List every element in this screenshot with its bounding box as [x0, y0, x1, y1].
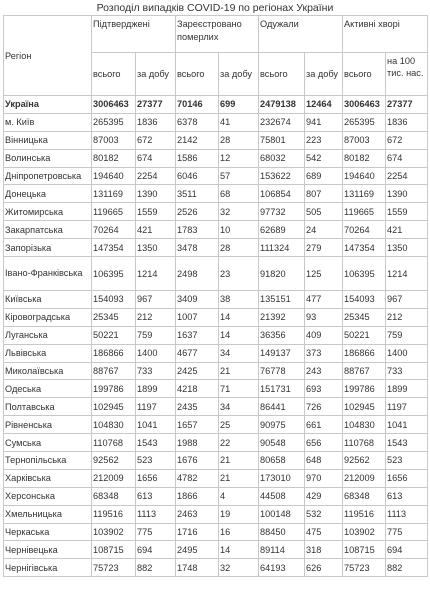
value-cell: 34: [219, 398, 259, 416]
value-cell: 243: [305, 362, 343, 380]
value-cell: 131169: [343, 185, 386, 203]
value-cell: 119665: [343, 203, 386, 221]
region-name-cell: Запорізька: [4, 239, 92, 257]
table-row: [4, 239, 428, 257]
value-cell: 87003: [92, 131, 136, 149]
region-name-cell: Івано-Франківська: [4, 257, 92, 291]
value-cell: 1586: [176, 149, 219, 167]
value-cell: 265395: [92, 113, 136, 131]
value-cell: 14: [219, 541, 259, 559]
value-cell: 24: [305, 221, 343, 239]
value-cell: 68348: [343, 487, 386, 505]
value-cell: 421: [386, 221, 428, 239]
value-cell: 726: [305, 398, 343, 416]
value-cell: 38: [219, 291, 259, 309]
value-cell: 1197: [386, 398, 428, 416]
value-cell: 1007: [176, 308, 219, 326]
value-cell: 151731: [259, 380, 305, 398]
value-cell: 68032: [259, 149, 305, 167]
value-cell: 967: [136, 291, 176, 309]
value-cell: 76778: [259, 362, 305, 380]
value-cell: 421: [136, 221, 176, 239]
value-cell: 28: [219, 131, 259, 149]
value-cell: 689: [305, 167, 343, 185]
table-row-total: [4, 96, 428, 114]
value-cell: 104830: [343, 416, 386, 434]
value-cell: 1656: [386, 469, 428, 487]
value-cell: 941: [305, 113, 343, 131]
value-cell: 57: [219, 167, 259, 185]
table-body: [4, 96, 428, 577]
region-name-cell: Кіровоградська: [4, 308, 92, 326]
value-cell: 14: [219, 308, 259, 326]
value-cell: 505: [305, 203, 343, 221]
confirmed-per-day-header: за добу: [136, 53, 176, 96]
value-cell: 1113: [386, 505, 428, 523]
value-cell: 694: [136, 541, 176, 559]
value-cell: 2463: [176, 505, 219, 523]
region-header: Регіон: [4, 16, 92, 96]
value-cell: 523: [386, 452, 428, 470]
table-row: [4, 344, 428, 362]
value-cell: 2435: [176, 398, 219, 416]
value-cell: 223: [305, 131, 343, 149]
value-cell: 882: [136, 559, 176, 577]
value-cell: 3511: [176, 185, 219, 203]
value-cell: 759: [136, 326, 176, 344]
value-cell: 3006463: [343, 96, 386, 114]
table-row: [4, 523, 428, 541]
value-cell: 3006463: [92, 96, 136, 114]
value-cell: 64193: [259, 559, 305, 577]
value-cell: 1390: [386, 185, 428, 203]
value-cell: 21: [219, 452, 259, 470]
value-cell: 199786: [343, 380, 386, 398]
value-cell: 1113: [136, 505, 176, 523]
value-cell: 62689: [259, 221, 305, 239]
value-cell: 91820: [259, 257, 305, 291]
table-row: [4, 326, 428, 344]
value-cell: 80182: [92, 149, 136, 167]
value-cell: 100148: [259, 505, 305, 523]
died-per-day-header: за добу: [219, 53, 259, 96]
value-cell: 119516: [92, 505, 136, 523]
value-cell: 626: [305, 559, 343, 577]
value-cell: 131169: [92, 185, 136, 203]
value-cell: 882: [386, 559, 428, 577]
value-cell: 1676: [176, 452, 219, 470]
value-cell: 2498: [176, 257, 219, 291]
value-cell: 2254: [386, 167, 428, 185]
value-cell: 119516: [343, 505, 386, 523]
value-cell: 27377: [136, 96, 176, 114]
value-cell: 154093: [92, 291, 136, 309]
value-cell: 44508: [259, 487, 305, 505]
region-name-cell: Дніпропетровська: [4, 167, 92, 185]
value-cell: 36356: [259, 326, 305, 344]
table-row: [4, 380, 428, 398]
value-cell: 70264: [92, 221, 136, 239]
value-cell: 4677: [176, 344, 219, 362]
region-name-cell: Чернігівська: [4, 559, 92, 577]
value-cell: 775: [136, 523, 176, 541]
table-row: [4, 113, 428, 131]
header-row-groups: [4, 16, 428, 53]
value-cell: 4218: [176, 380, 219, 398]
value-cell: 3478: [176, 239, 219, 257]
value-cell: 10: [219, 221, 259, 239]
value-cell: 656: [305, 434, 343, 452]
value-cell: 1656: [136, 469, 176, 487]
value-cell: 186866: [343, 344, 386, 362]
value-cell: 90548: [259, 434, 305, 452]
value-cell: 699: [219, 96, 259, 114]
region-name-cell: Чернівецька: [4, 541, 92, 559]
value-cell: 212009: [92, 469, 136, 487]
value-cell: 104830: [92, 416, 136, 434]
value-cell: 6378: [176, 113, 219, 131]
value-cell: 199786: [92, 380, 136, 398]
value-cell: 409: [305, 326, 343, 344]
value-cell: 68: [219, 185, 259, 203]
value-cell: 34: [219, 344, 259, 362]
value-cell: 212: [386, 308, 428, 326]
value-cell: 27377: [386, 96, 428, 114]
value-cell: 16: [219, 523, 259, 541]
value-cell: 71: [219, 380, 259, 398]
value-cell: 759: [386, 326, 428, 344]
value-cell: 1559: [136, 203, 176, 221]
value-cell: 80182: [343, 149, 386, 167]
value-cell: 4: [219, 487, 259, 505]
value-cell: 102945: [92, 398, 136, 416]
value-cell: 88767: [92, 362, 136, 380]
value-cell: 613: [136, 487, 176, 505]
region-name-cell: Харківська: [4, 469, 92, 487]
value-cell: 194640: [92, 167, 136, 185]
value-cell: 672: [386, 131, 428, 149]
value-cell: 106395: [343, 257, 386, 291]
value-cell: 523: [136, 452, 176, 470]
region-name-cell: Рівненська: [4, 416, 92, 434]
value-cell: 28: [219, 239, 259, 257]
value-cell: 92562: [92, 452, 136, 470]
value-cell: 1041: [386, 416, 428, 434]
value-cell: 1214: [386, 257, 428, 291]
value-cell: 672: [136, 131, 176, 149]
value-cell: 1543: [136, 434, 176, 452]
value-cell: 232674: [259, 113, 305, 131]
active-per-100k-header: на 100 тис. нас.: [386, 53, 428, 96]
region-name-cell: м. Київ: [4, 113, 92, 131]
region-name-cell: Миколаївська: [4, 362, 92, 380]
table-row: [4, 452, 428, 470]
value-cell: 373: [305, 344, 343, 362]
value-cell: 1350: [386, 239, 428, 257]
value-cell: 2254: [136, 167, 176, 185]
table-row: [4, 149, 428, 167]
value-cell: 265395: [343, 113, 386, 131]
value-cell: 694: [386, 541, 428, 559]
value-cell: 967: [386, 291, 428, 309]
value-cell: 1041: [136, 416, 176, 434]
value-cell: 532: [305, 505, 343, 523]
table-row: [4, 203, 428, 221]
value-cell: 1400: [136, 344, 176, 362]
value-cell: 32: [219, 559, 259, 577]
value-cell: 648: [305, 452, 343, 470]
value-cell: 32: [219, 203, 259, 221]
value-cell: 1836: [386, 113, 428, 131]
value-cell: 733: [386, 362, 428, 380]
value-cell: 1390: [136, 185, 176, 203]
value-cell: 41: [219, 113, 259, 131]
value-cell: 12464: [305, 96, 343, 114]
table-row: [4, 469, 428, 487]
value-cell: 212009: [343, 469, 386, 487]
value-cell: 97732: [259, 203, 305, 221]
value-cell: 1899: [136, 380, 176, 398]
value-cell: 212: [136, 308, 176, 326]
value-cell: 12: [219, 149, 259, 167]
value-cell: 733: [136, 362, 176, 380]
value-cell: 25: [219, 416, 259, 434]
region-name-cell: Хмельницька: [4, 505, 92, 523]
region-name-cell: Одеська: [4, 380, 92, 398]
value-cell: 80658: [259, 452, 305, 470]
value-cell: 68348: [92, 487, 136, 505]
value-cell: 25345: [92, 308, 136, 326]
value-cell: 970: [305, 469, 343, 487]
table-row: [4, 559, 428, 577]
table-row: [4, 487, 428, 505]
value-cell: 429: [305, 487, 343, 505]
value-cell: 542: [305, 149, 343, 167]
value-cell: 186866: [92, 344, 136, 362]
table-row: [4, 291, 428, 309]
value-cell: 807: [305, 185, 343, 203]
value-cell: 661: [305, 416, 343, 434]
value-cell: 93: [305, 308, 343, 326]
value-cell: 3409: [176, 291, 219, 309]
value-cell: 318: [305, 541, 343, 559]
region-name-cell: Полтавська: [4, 398, 92, 416]
table-caption: Розподіл випадків COVID-19 по регіонах України: [96, 2, 334, 14]
value-cell: 2479138: [259, 96, 305, 114]
value-cell: 475: [305, 523, 343, 541]
value-cell: 135151: [259, 291, 305, 309]
value-cell: 147354: [92, 239, 136, 257]
region-name-cell: Київська: [4, 291, 92, 309]
region-name-cell: Волинська: [4, 149, 92, 167]
value-cell: 1716: [176, 523, 219, 541]
table-row: [4, 505, 428, 523]
region-name-cell: Черкаська: [4, 523, 92, 541]
value-cell: 23: [219, 257, 259, 291]
value-cell: 75723: [92, 559, 136, 577]
value-cell: 106395: [92, 257, 136, 291]
recovered-header: Одужали: [259, 16, 343, 53]
table-row: [4, 308, 428, 326]
died-header: Зареєстровано померлих: [176, 16, 259, 53]
value-cell: 90975: [259, 416, 305, 434]
value-cell: 1400: [386, 344, 428, 362]
value-cell: 149137: [259, 344, 305, 362]
value-cell: 1988: [176, 434, 219, 452]
region-name-cell: Закарпатська: [4, 221, 92, 239]
value-cell: 613: [386, 487, 428, 505]
value-cell: 1836: [136, 113, 176, 131]
value-cell: 674: [386, 149, 428, 167]
value-cell: 173010: [259, 469, 305, 487]
region-name-cell: Сумська: [4, 434, 92, 452]
value-cell: 775: [386, 523, 428, 541]
value-cell: 103902: [92, 523, 136, 541]
value-cell: 110768: [92, 434, 136, 452]
region-name-cell: Львівська: [4, 344, 92, 362]
value-cell: 70264: [343, 221, 386, 239]
value-cell: 86441: [259, 398, 305, 416]
value-cell: 1899: [386, 380, 428, 398]
value-cell: 147354: [343, 239, 386, 257]
value-cell: 1350: [136, 239, 176, 257]
value-cell: 153622: [259, 167, 305, 185]
region-name-cell: Тернопільська: [4, 452, 92, 470]
value-cell: 1214: [136, 257, 176, 291]
value-cell: 1783: [176, 221, 219, 239]
table-row: [4, 541, 428, 559]
value-cell: 111324: [259, 239, 305, 257]
table-row: [4, 416, 428, 434]
value-cell: 1657: [176, 416, 219, 434]
value-cell: 110768: [343, 434, 386, 452]
table-row: [4, 257, 428, 291]
confirmed-header: Підтверджені: [92, 16, 176, 53]
value-cell: 102945: [343, 398, 386, 416]
value-cell: 1866: [176, 487, 219, 505]
value-cell: 1197: [136, 398, 176, 416]
value-cell: 25345: [343, 308, 386, 326]
table-row: [4, 434, 428, 452]
value-cell: 89114: [259, 541, 305, 559]
value-cell: 75801: [259, 131, 305, 149]
table-row: [4, 362, 428, 380]
value-cell: 4782: [176, 469, 219, 487]
region-name-cell: Донецька: [4, 185, 92, 203]
value-cell: 21: [219, 469, 259, 487]
value-cell: 106854: [259, 185, 305, 203]
value-cell: 19: [219, 505, 259, 523]
value-cell: 50221: [92, 326, 136, 344]
value-cell: 88450: [259, 523, 305, 541]
value-cell: 14: [219, 326, 259, 344]
value-cell: 693: [305, 380, 343, 398]
value-cell: 50221: [343, 326, 386, 344]
value-cell: 194640: [343, 167, 386, 185]
value-cell: 108715: [92, 541, 136, 559]
value-cell: 75723: [343, 559, 386, 577]
active-header: Активні хворі: [343, 16, 428, 53]
value-cell: 108715: [343, 541, 386, 559]
value-cell: 154093: [343, 291, 386, 309]
region-name-cell: Україна: [4, 96, 92, 114]
value-cell: 2425: [176, 362, 219, 380]
value-cell: 6046: [176, 167, 219, 185]
table-row: [4, 221, 428, 239]
value-cell: 88767: [343, 362, 386, 380]
value-cell: 125: [305, 257, 343, 291]
value-cell: 1543: [386, 434, 428, 452]
value-cell: 674: [136, 149, 176, 167]
recovered-total-header: всього: [259, 53, 305, 96]
active-total-header: всього: [343, 53, 386, 96]
recovered-per-day-header: за добу: [305, 53, 343, 96]
table-row: [4, 131, 428, 149]
covid-regions-table: [3, 15, 428, 577]
value-cell: 2526: [176, 203, 219, 221]
value-cell: 22: [219, 434, 259, 452]
value-cell: 2495: [176, 541, 219, 559]
value-cell: 1637: [176, 326, 219, 344]
table-row: [4, 185, 428, 203]
region-name-cell: Луганська: [4, 326, 92, 344]
value-cell: 87003: [343, 131, 386, 149]
value-cell: 92562: [343, 452, 386, 470]
value-cell: 279: [305, 239, 343, 257]
region-name-cell: Херсонська: [4, 487, 92, 505]
value-cell: 21: [219, 362, 259, 380]
value-cell: 103902: [343, 523, 386, 541]
value-cell: 1559: [386, 203, 428, 221]
region-name-cell: Вінницька: [4, 131, 92, 149]
value-cell: 119665: [92, 203, 136, 221]
confirmed-total-header: всього: [92, 53, 136, 96]
value-cell: 1748: [176, 559, 219, 577]
table-row: [4, 167, 428, 185]
value-cell: 477: [305, 291, 343, 309]
region-name-cell: Житомирська: [4, 203, 92, 221]
value-cell: 2142: [176, 131, 219, 149]
table-row: [4, 398, 428, 416]
died-total-header: всього: [176, 53, 219, 96]
value-cell: 70146: [176, 96, 219, 114]
value-cell: 21392: [259, 308, 305, 326]
